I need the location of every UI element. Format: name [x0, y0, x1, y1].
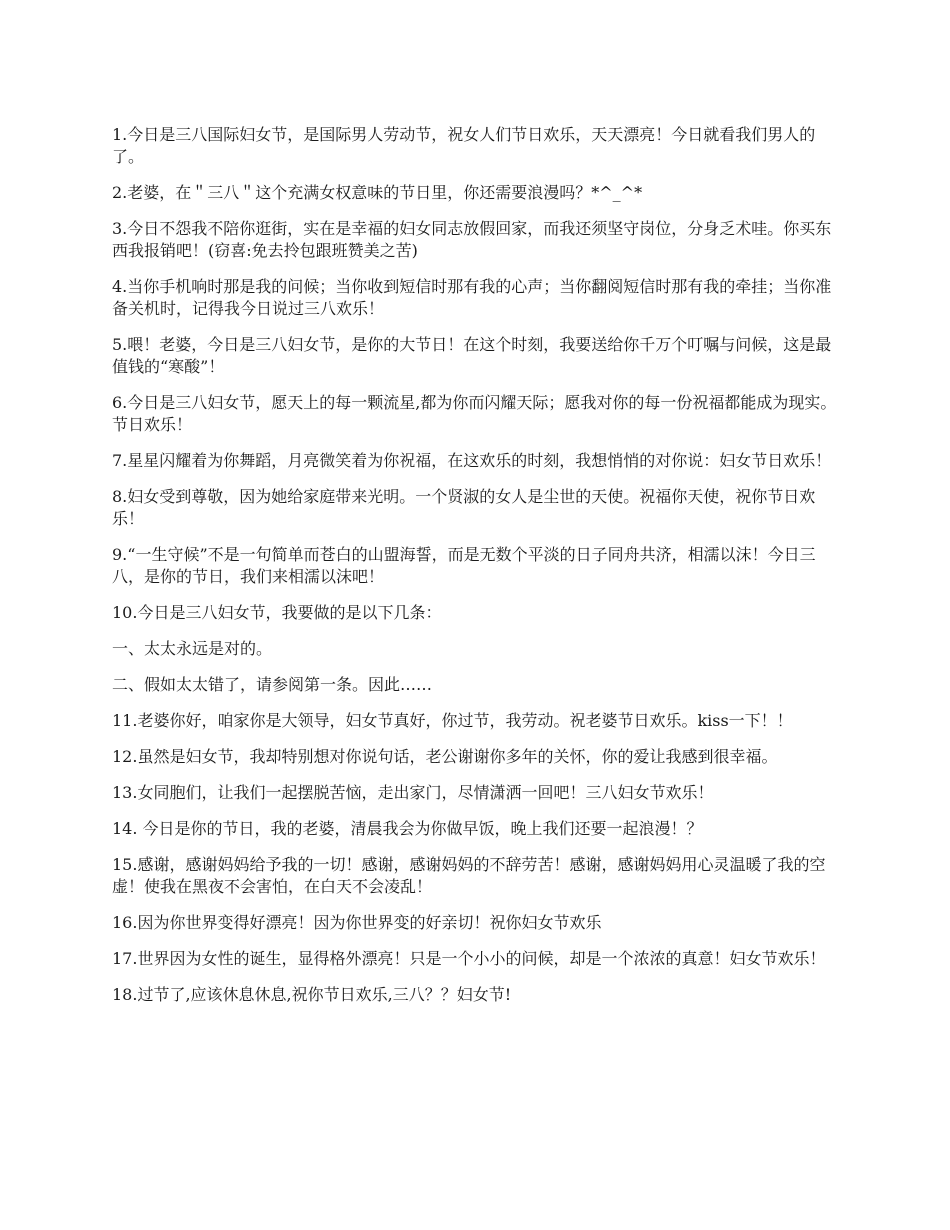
paragraph-10: 10.今日是三八妇女节，我要做的是以下几条：: [112, 603, 442, 622]
paragraph-10-item-1: 一、太太永远是对的。: [112, 639, 273, 658]
paragraph-2: 2.老婆，在＂三八＂这个充满女权意味的节日里，你还需要浪漫吗？*^_^*: [112, 183, 643, 202]
paragraph-13: 13.女同胞们，让我们一起摆脱苦恼，走出家门，尽情潇洒一回吧！三八妇女节欢乐！: [112, 783, 714, 802]
paragraph-16: 16.因为你世界变得好漂亮！因为你世界变的好亲切！祝你妇女节欢乐: [112, 913, 602, 932]
paragraph-8: 8.妇女受到尊敬，因为她给家庭带来光明。一个贤淑的女人是尘世的天使。祝福你天使，祝你节日欢乐！: [112, 487, 816, 528]
paragraph-18: 18.过节了,应该休息休息,祝你节日欢乐,三八？？妇女节!: [112, 985, 512, 1004]
paragraph-5: 5.喂！老婆，今日是三八妇女节，是你的大节日！在这个时刻，我要送给你千万个叮嘱与问候，这是最值钱的“寒酸”！: [112, 335, 832, 376]
paragraph-6: 6.今日是三八妇女节，愿天上的每一颗流星,都为你而闪耀天际；愿我对你的每一份祝福都能成为现实。节日欢乐！: [112, 393, 837, 434]
paragraph-3: 3.今日不怨我不陪你逛街，实在是幸福的妇女同志放假回家，而我还须坚守岗位，分身乏术哇。你买东西我报销吧！(窃喜:免去拎包跟班赞美之苦): [112, 219, 832, 260]
paragraph-9: 9.“一生守候”不是一句简单而苍白的山盟海誓，而是无数个平淡的日子同舟共济，相濡以沫！今日三八，是你的节日，我们来相濡以沫吧！: [112, 545, 816, 586]
paragraph-4: 4.当你手机响时那是我的问候；当你收到短信时那有我的心声；当你翻阅短信时那有我的牵挂；当你准备关机时，记得我今日说过三八欢乐！: [112, 277, 832, 318]
document-body: [112, 124, 838, 1020]
paragraph-10-item-2: 二、假如太太错了，请参阅第一条。因此……: [112, 675, 433, 694]
paragraph-1: 1.今日是三八国际妇女节，是国际男人劳动节，祝女人们节日欢乐，天天漂亮！今日就看我们男人的了。: [112, 125, 816, 166]
paragraph-14: 14. 今日是你的节日，我的老婆，清晨我会为你做早饭，晚上我们还要一起浪漫！？: [112, 819, 703, 838]
paragraph-11: 11.老婆你好，咱家你是大领导，妇女节真好，你过节，我劳动。祝老婆节日欢乐。kiss一下！！: [112, 711, 793, 730]
paragraph-17: 17.世界因为女性的诞生，显得格外漂亮！只是一个小小的问候，却是一个浓浓的真意！妇女节欢乐！: [112, 949, 826, 968]
paragraph-12: 12.虽然是妇女节，我却特别想对你说句话，老公谢谢你多年的关怀，你的爱让我感到很幸福。: [112, 747, 778, 766]
paragraph-7: 7.星星闪耀着为你舞蹈，月亮微笑着为你祝福，在这欢乐的时刻，我想悄悄的对你说：妇女节日欢乐！: [112, 451, 832, 470]
paragraph-15: 15.感谢，感谢妈妈给予我的一切！感谢，感谢妈妈的不辞劳苦！感谢，感谢妈妈用心灵温暖了我的空虚！使我在黑夜不会害怕，在白天不会凌乱！: [112, 855, 826, 896]
